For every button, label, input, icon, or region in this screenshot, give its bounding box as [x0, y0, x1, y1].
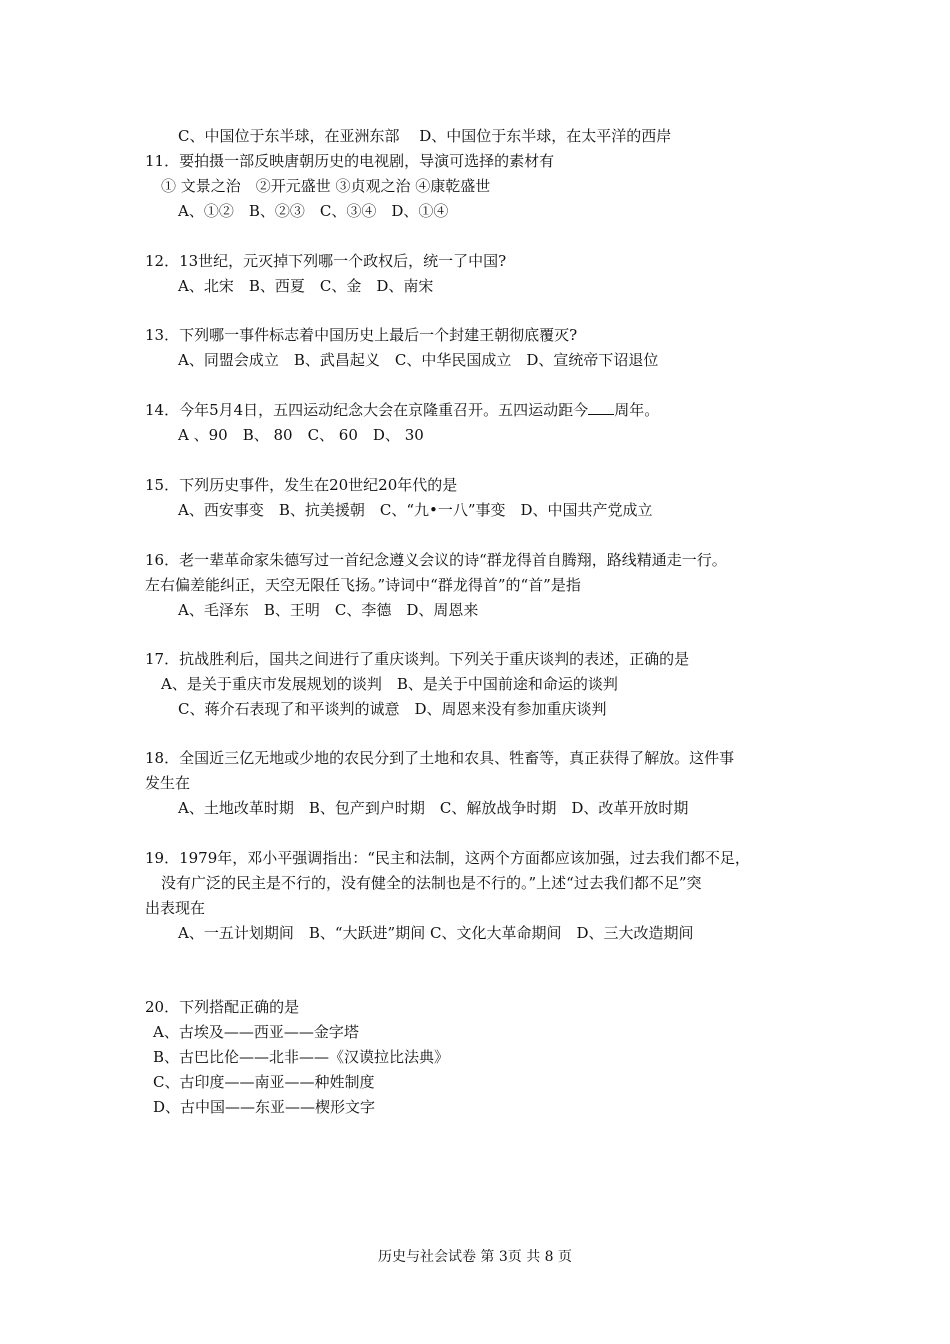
- q19-question-line3: 出表现在: [145, 899, 206, 917]
- q12-question: 12．13世纪，元灭掉下列哪一个政权后，统一了中国?: [145, 252, 507, 270]
- q15-options: A、西安事变 B、抗美援朝 C、“九•一八”事变 D、中国共产党成立: [178, 501, 653, 519]
- q14-text-after: 周年。: [614, 401, 660, 419]
- q20-question: 20．下列搭配正确的是: [145, 998, 300, 1016]
- q14-question: [145, 400, 659, 420]
- q13-options: A、同盟会成立 B、武昌起义 C、中华民国成立 D、宣统帝下诏退位: [178, 351, 659, 369]
- q17-options-ab: A、是关于重庆市发展规划的谈判 B、是关于中国前途和命运的谈判: [161, 675, 618, 693]
- q20-option-c: C、古印度——南亚——种姓制度: [153, 1073, 375, 1091]
- q13-question: 13．下列哪一事件标志着中国历史上最后一个封建王朝彻底覆灭?: [145, 326, 578, 344]
- answer-blank: [588, 400, 614, 415]
- q10-option-cd: C、中国位于东半球，在亚洲东部 D、中国位于东半球，在太平洋的西岸: [178, 127, 672, 145]
- q19-question-line1: 19．1979年，邓小平强调指出：“民主和法制，这两个方面都应该加强，过去我们都不足，: [145, 849, 750, 867]
- q20-option-b: B、古巴比伦——北非——《汉谟拉比法典》: [153, 1048, 450, 1066]
- q11-items: ① 文景之治 ②开元盛世 ③贞观之治 ④康乾盛世: [161, 177, 491, 195]
- q16-question-line2: 左右偏差能纠正，天空无限任飞扬。”诗词中“群龙得首”的“首”是指: [145, 576, 581, 594]
- q14-text-before: 14．今年5月4日，五四运动纪念大会在京隆重召开。五四运动距今: [145, 401, 589, 419]
- q20-option-d: D、古中国——东亚——楔形文字: [153, 1098, 376, 1116]
- q20-option-a: A、古埃及——西亚——金字塔: [153, 1023, 359, 1041]
- q16-question-line1: 16．老一辈革命家朱德写过一首纪念遵义会议的诗“群龙得首自腾翔，路线精通走一行。: [145, 551, 727, 569]
- q19-question-line2: 没有广泛的民主是不行的，没有健全的法制也是不行的。”上述“过去我们都不足”突: [161, 874, 702, 892]
- q18-question-line1: 18．全国近三亿无地或少地的农民分到了土地和农具、牲畜等，真正获得了解放。这件事: [145, 749, 735, 767]
- q12-options: A、北宋 B、西夏 C、金 D、南宋: [178, 277, 434, 295]
- q18-options: A、土地改革时期 B、包产到户时期 C、解放战争时期 D、改革开放时期: [178, 799, 689, 817]
- q19-options: A、一五计划期间 B、“大跃进”期间 C、文化大革命期间 D、三大改造期间: [178, 924, 694, 942]
- q17-options-cd: C、蒋介石表现了和平谈判的诚意 D、周恩来没有参加重庆谈判: [178, 700, 607, 718]
- q17-question: 17．抗战胜利后，国共之间进行了重庆谈判。下列关于重庆谈判的表述，正确的是: [145, 650, 690, 668]
- q15-question: 15．下列历史事件，发生在20世纪20年代的是: [145, 476, 458, 494]
- q14-options: A 、90 B、 80 C、 60 D、 30: [178, 426, 424, 444]
- q11-options: A、①② B、②③ C、③④ D、①④: [178, 202, 449, 220]
- q18-question-line2: 发生在: [145, 774, 191, 792]
- page-footer: 历史与社会试卷 第 3页 共 8 页: [377, 1249, 573, 1265]
- q11-question: 11．要拍摄一部反映唐朝历史的电视剧，导演可选择的素材有: [145, 152, 555, 170]
- q16-options: A、毛泽东 B、王明 C、李德 D、周恩来: [178, 601, 479, 619]
